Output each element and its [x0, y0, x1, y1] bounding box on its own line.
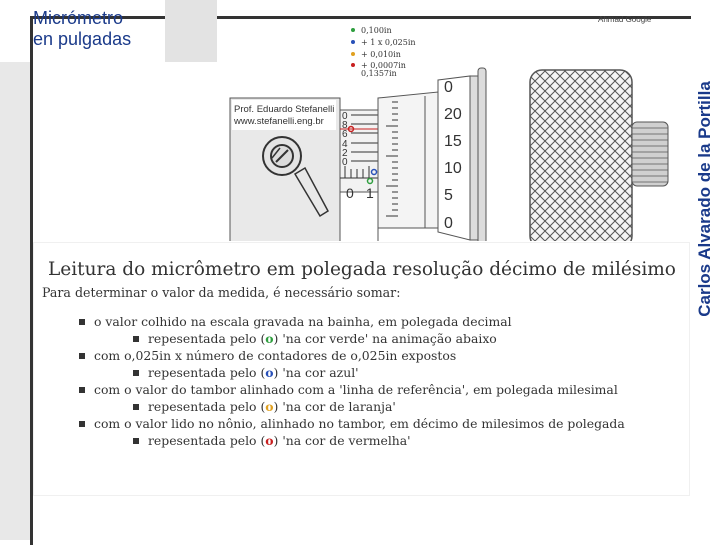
list-item	[34, 415, 625, 432]
color-mark-blue: o	[265, 365, 274, 380]
reading-steps-list	[34, 313, 625, 449]
micrometer-svg	[220, 16, 690, 241]
brand-line2: www.stefanelli.eng.br	[234, 116, 324, 127]
svg-text:1: 1	[366, 185, 374, 201]
thimble-scale-face	[438, 76, 470, 240]
svg-text:0: 0	[444, 215, 453, 232]
bullet-square-icon	[133, 438, 139, 444]
top-strip	[165, 0, 217, 62]
legend-dot-blue	[351, 40, 355, 44]
svg-text:0: 0	[342, 157, 348, 168]
color-mark-orange: o	[265, 399, 274, 414]
legend-text-2: + 1 x 0,025in	[361, 38, 416, 47]
content-heading: Leitura do micrômetro em polegada resolução décimo de milésimo	[48, 259, 676, 280]
bullet-square-icon	[79, 387, 85, 393]
list-subitem	[34, 364, 625, 381]
left-margin-bar	[0, 62, 32, 540]
author-name: Carlos Alvarado de la Portilla	[695, 81, 714, 317]
micrometer-illustration	[220, 16, 690, 241]
list-item	[34, 347, 625, 364]
top-label: Ahmad Google	[598, 16, 652, 24]
list-item-text: com o,025in x número de contadores de o,025in expostos	[94, 348, 457, 363]
author-sidebar	[692, 8, 718, 390]
svg-text:20: 20	[444, 106, 462, 123]
legend-dot-red	[351, 63, 355, 67]
subitem-text-pre: repesentada pelo (	[148, 399, 266, 414]
ratchet-collar	[478, 68, 486, 241]
thimble	[378, 92, 438, 228]
subitem-text-post: ) 'na cor de vermelha'	[273, 433, 411, 448]
color-mark-red: o	[265, 433, 274, 448]
list-subitem	[34, 432, 625, 449]
content-panel	[33, 242, 690, 496]
bullet-square-icon	[133, 370, 139, 376]
content-intro: Para determinar o valor da medida, é necessário somar:	[42, 285, 401, 300]
svg-text:0: 0	[444, 79, 453, 96]
svg-text:0: 0	[346, 185, 354, 201]
list-item	[34, 381, 625, 398]
bullet-square-icon	[133, 404, 139, 410]
subitem-text-pre: repesentada pelo (	[148, 365, 266, 380]
bullet-square-icon	[79, 421, 85, 427]
legend-dot-orange	[351, 52, 355, 56]
subitem-text-pre: repesentada pelo (	[148, 331, 266, 346]
sleeve-scale	[342, 111, 348, 168]
list-item-text: o valor colhido na escala gravada na bainha, em polegada decimal	[94, 314, 512, 329]
list-item-text: com o valor do tambor alinhado com a 'linha de referência', em polegada milesimal	[94, 382, 618, 397]
list-item	[34, 313, 625, 330]
svg-text:0: 0	[342, 111, 348, 122]
legend-text-4: + 0,0007in	[361, 61, 406, 70]
knurled-ratchet	[530, 70, 632, 241]
slide-title	[33, 8, 131, 50]
legend-dot-green	[351, 28, 355, 32]
color-mark-green: o	[265, 331, 274, 346]
subitem-text-pre: repesentada pelo (	[148, 433, 266, 448]
svg-text:5: 5	[444, 187, 453, 204]
bullet-square-icon	[79, 319, 85, 325]
list-item-text: com o valor lido no nônio, alinhado no tambor, em décimo de milesimos de polegada	[94, 416, 625, 431]
bullet-square-icon	[133, 336, 139, 342]
legend-text-1: 0,100in	[361, 26, 392, 35]
svg-text:2: 2	[342, 148, 348, 159]
slide-title-line1: Micrómetro	[33, 8, 124, 28]
subitem-text-post: ) 'na cor verde' na animação abaixo	[273, 331, 497, 346]
svg-text:8: 8	[342, 120, 348, 131]
slide-title-line2: en pulgadas	[33, 29, 132, 49]
svg-text:6: 6	[342, 129, 348, 140]
bullet-square-icon	[79, 353, 85, 359]
legend-text-5: 0,1357in	[361, 69, 397, 78]
svg-text:10: 10	[444, 160, 462, 177]
legend	[351, 26, 416, 78]
thimble-collar	[470, 76, 478, 240]
subitem-text-post: ) 'na cor de laranja'	[273, 399, 396, 414]
subitem-text-post: ) 'na cor azul'	[273, 365, 359, 380]
svg-text:4: 4	[342, 139, 348, 150]
svg-text:15: 15	[444, 133, 462, 150]
legend-text-3: + 0,010in	[361, 50, 401, 59]
brand-line1: Prof. Eduardo Stefanelli	[234, 104, 335, 115]
list-subitem	[34, 398, 625, 415]
list-subitem	[34, 330, 625, 347]
